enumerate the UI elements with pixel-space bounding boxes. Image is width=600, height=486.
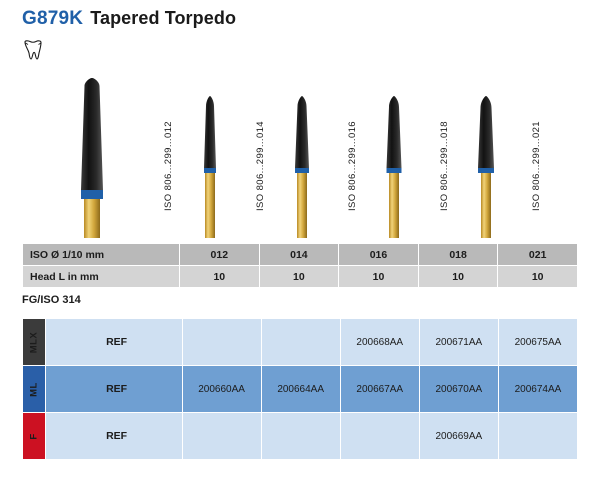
table-row	[23, 266, 578, 288]
bur-illustrations	[22, 70, 578, 238]
iso-label-014: ISO 806...299...014	[255, 121, 266, 211]
spec-cell: 018	[418, 244, 498, 266]
ref-cell	[261, 319, 340, 366]
product-code: G879K	[22, 8, 84, 29]
ref-table	[22, 318, 578, 460]
ref-cell	[182, 319, 261, 366]
grit-tag-label: ML	[28, 381, 40, 397]
spec-row-label: Head L in mm	[23, 266, 180, 288]
fg-iso-caption: FG/ISO 314	[22, 294, 81, 306]
ref-cell: 200667AA	[340, 366, 419, 413]
iso-label-018: ISO 806...299...018	[439, 121, 450, 211]
spec-cell: 10	[498, 266, 578, 288]
spec-cell: 012	[180, 244, 260, 266]
grit-tag-ml	[23, 366, 46, 413]
spec-cell: 021	[498, 244, 578, 266]
spec-cell: 016	[339, 244, 419, 266]
ref-cell	[182, 413, 261, 460]
ref-label: REF	[45, 319, 182, 366]
iso-label-016: ISO 806...299...016	[347, 121, 358, 211]
ref-cell: 200675AA	[498, 319, 577, 366]
table-row	[23, 366, 578, 413]
ref-cell: 200668AA	[340, 319, 419, 366]
ref-cell	[340, 413, 419, 460]
spec-cell: 10	[259, 266, 339, 288]
ref-cell: 200669AA	[419, 413, 498, 460]
spec-table	[22, 243, 578, 288]
spec-row-label: ISO Ø 1/10 mm	[23, 244, 180, 266]
iso-label-021: ISO 806...299...021	[531, 121, 542, 211]
spec-cell: 014	[259, 244, 339, 266]
ref-cell	[498, 413, 577, 460]
bur-illustration-014	[190, 96, 230, 238]
bur-illustration-012	[62, 78, 122, 238]
grit-tag-mlx	[23, 319, 46, 366]
product-name: Tapered Torpedo	[90, 8, 237, 28]
grit-tag-f	[23, 413, 46, 460]
ref-label: REF	[45, 413, 182, 460]
page-title	[22, 8, 236, 30]
spec-cell: 10	[180, 266, 260, 288]
ref-cell	[261, 413, 340, 460]
ref-cell: 200670AA	[419, 366, 498, 413]
ref-cell: 200664AA	[261, 366, 340, 413]
ref-cell: 200660AA	[182, 366, 261, 413]
tooth-icon	[22, 40, 48, 62]
spec-cell: 10	[339, 266, 419, 288]
ref-cell: 200674AA	[498, 366, 577, 413]
table-row	[23, 319, 578, 366]
spec-cell: 10	[418, 266, 498, 288]
iso-label-012: ISO 806...299...012	[163, 121, 174, 211]
bur-illustration-016	[282, 96, 322, 238]
bur-illustration-018	[374, 96, 414, 238]
ref-label: REF	[45, 366, 182, 413]
ref-cell: 200671AA	[419, 319, 498, 366]
bur-illustration-021	[466, 96, 506, 238]
table-row	[23, 244, 578, 266]
table-row	[23, 413, 578, 460]
grit-tag-label: F	[28, 432, 40, 440]
grit-tag-label: MLX	[28, 331, 40, 353]
